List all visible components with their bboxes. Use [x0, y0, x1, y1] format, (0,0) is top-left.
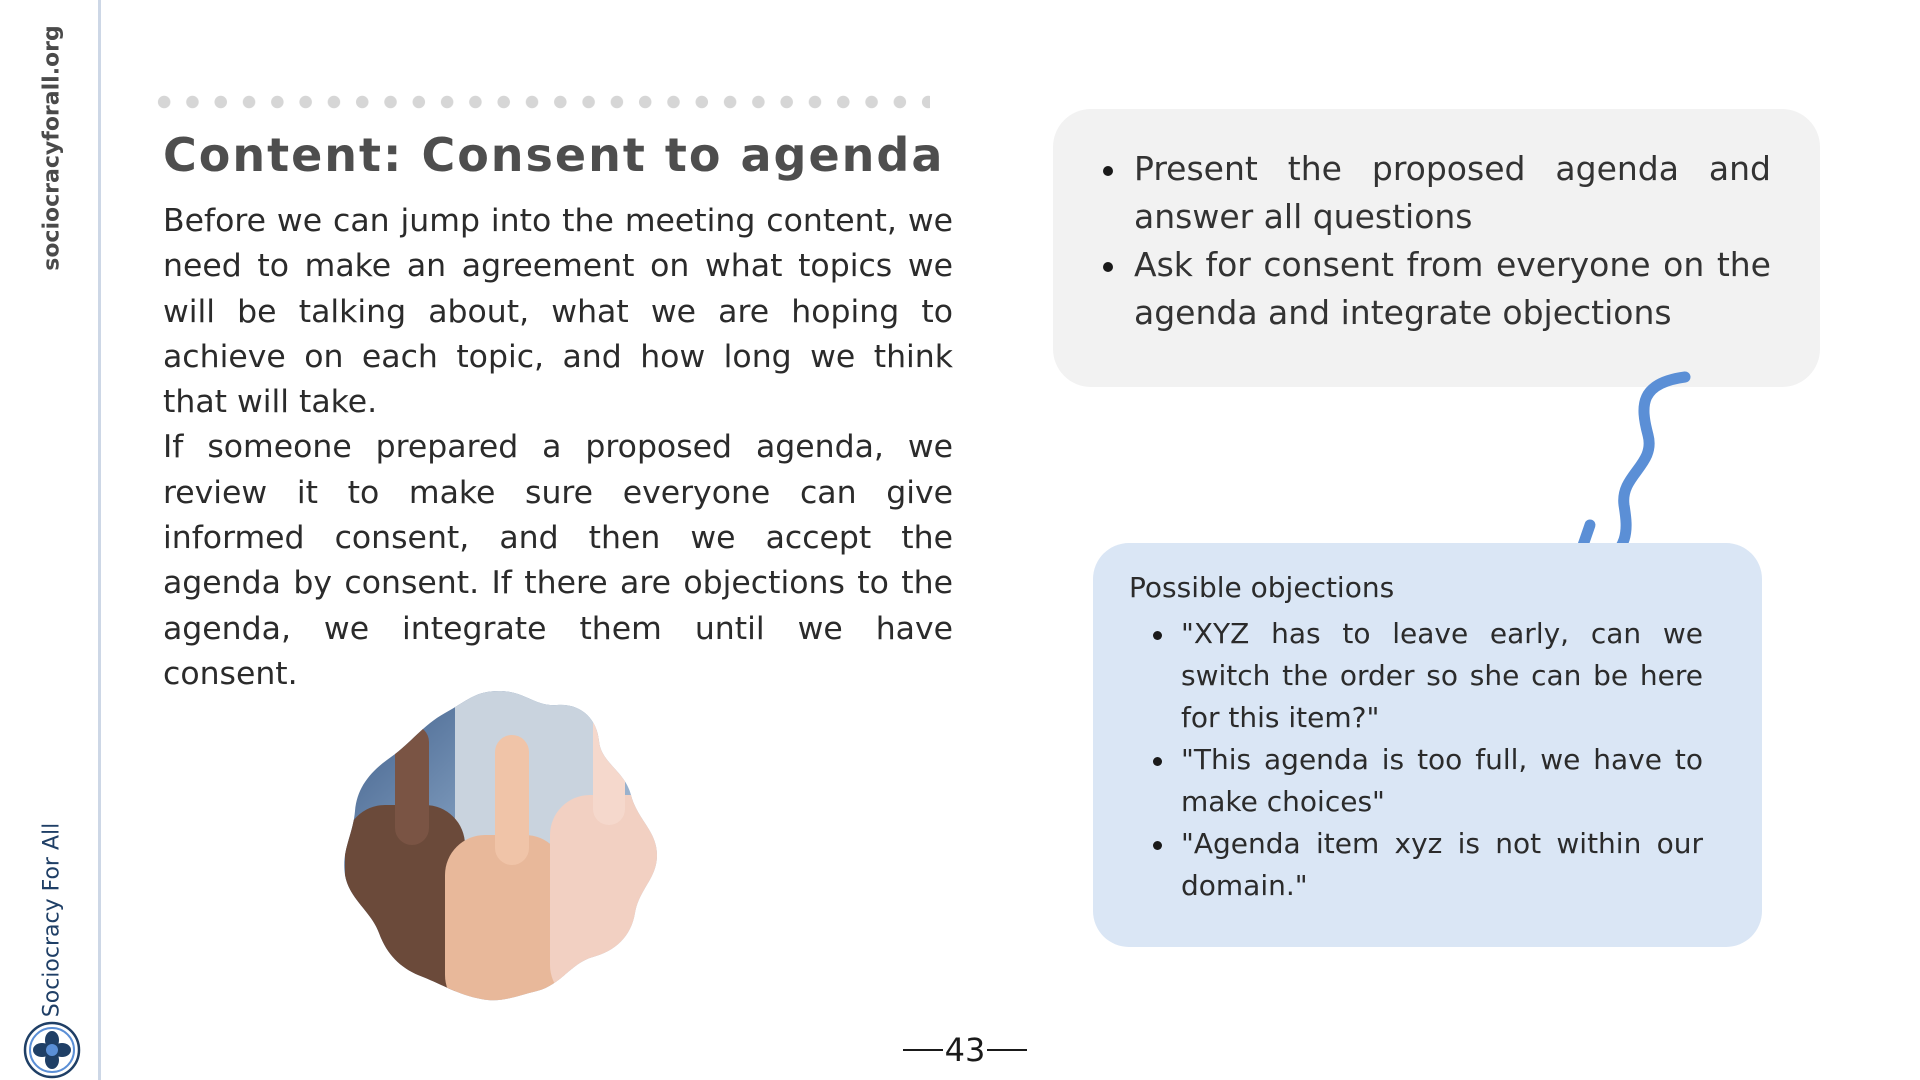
- list-item: "Agenda item xyz is not within our domain.": [1153, 823, 1703, 907]
- sidebar-divider: [98, 0, 101, 1080]
- page-dash-left: [903, 1049, 943, 1051]
- page-title: Content: Consent to agenda: [163, 128, 945, 182]
- org-name: Sociocracy For All: [39, 822, 65, 1018]
- objections-heading: Possible objections: [1129, 571, 1395, 604]
- list-item: "XYZ has to leave early, can we switch the order so she can be here for this item?": [1153, 613, 1703, 739]
- sociocracy-logo-icon: [22, 1020, 82, 1080]
- steps-list: [1101, 145, 1771, 337]
- body-text: [163, 199, 953, 697]
- paragraph-proposed-agenda: If someone prepared a proposed agenda, we review it to make sure everyone can give informed consent, and then we accept the agenda by consent. If there are objections to the agenda, we integrate them until we have consent.: [163, 429, 953, 692]
- objections-list: [1153, 613, 1703, 907]
- page-number-value: 43: [944, 1031, 986, 1069]
- objections-box: [1093, 543, 1762, 947]
- list-item: Ask for consent from everyone on the agenda and integrate objections: [1101, 241, 1771, 337]
- page-dash-right: [987, 1049, 1027, 1051]
- dotted-divider: [150, 95, 930, 109]
- list-item: Present the proposed agenda and answer all questions: [1101, 145, 1771, 241]
- paragraph-intro: Before we can jump into the meeting content, we need to make an agreement on what topics we will be talking about, what we are hoping to achieve on each topic, and how long we think that will take.: [163, 203, 953, 421]
- steps-box: [1053, 109, 1820, 387]
- list-item: "This agenda is too full, we have to make choices": [1153, 739, 1703, 823]
- site-url[interactable]: sociocracyforall.org: [39, 25, 65, 271]
- thumbs-up-photo: [335, 685, 663, 1007]
- page-number: [900, 1030, 1030, 1070]
